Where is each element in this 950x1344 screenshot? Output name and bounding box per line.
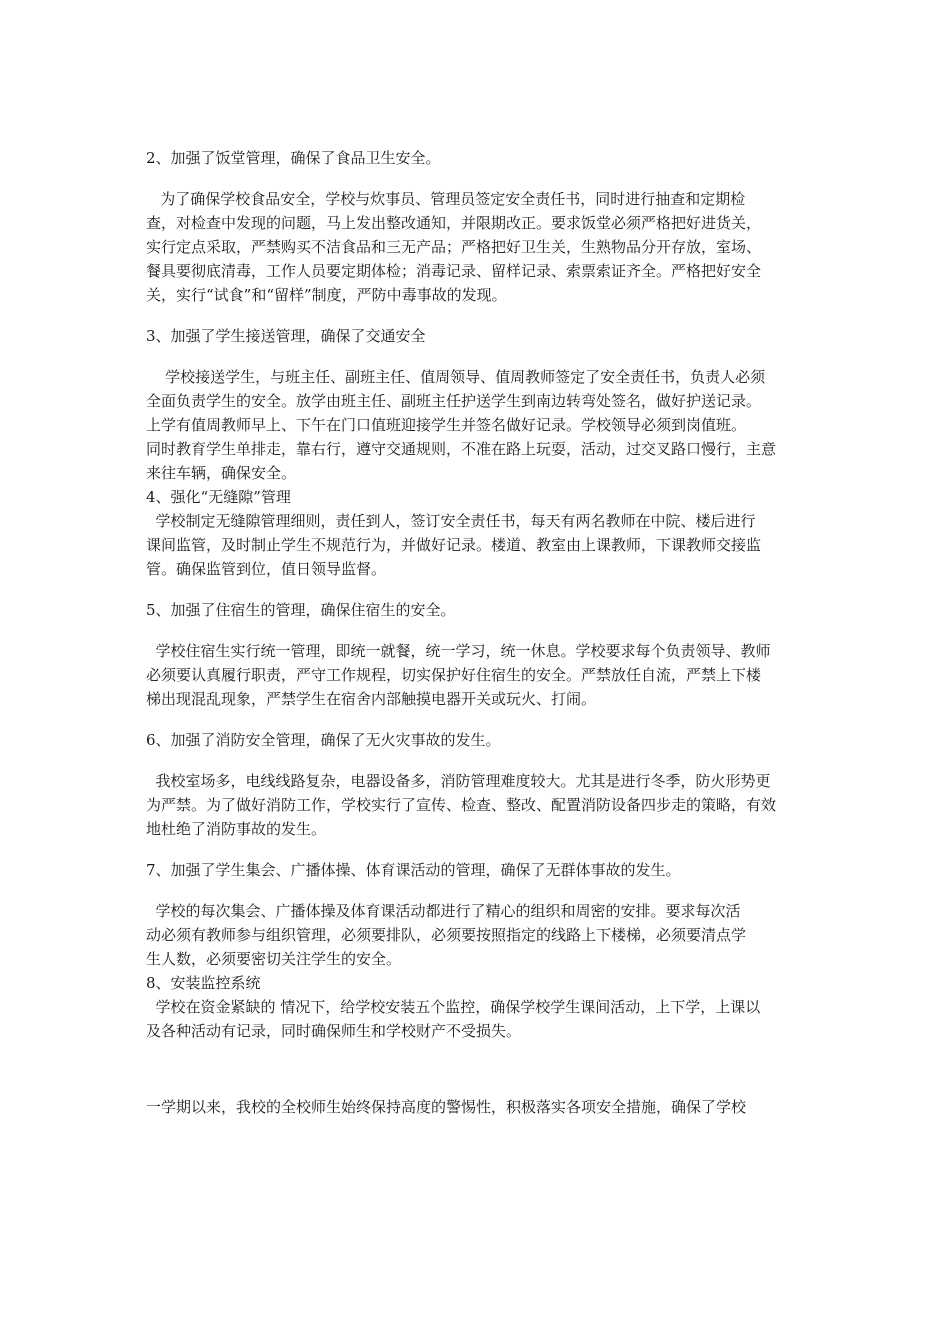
section-paragraph [146,509,810,581]
paragraph-line: 及各种活动有记录，同时确保师生和学校财产不受损失。 [146,1022,522,1040]
paragraph-line: 生人数，必须要密切关注学生的安全。 [146,950,402,968]
paragraph-line: 梯出现混乱现象，严禁学生在宿舍内部触摸电器开关或玩火、打闹。 [146,690,597,708]
paragraph-line: 餐具要彻底清毒，工作人员要定期体检；消毒记录、留样记录、索票索证齐全。严格把好安全 [146,262,762,280]
paragraph-line: 我校室场多，电线线路复杂，电器设备多，消防管理难度较大。尤其是进行冬季，防火形势更 [146,772,771,790]
paragraph-line: 学校住宿生实行统一管理，即统一就餐，统一学习，统一休息。学校要求每个负责领导、教师 [146,642,771,660]
section-heading: 8、安装监控系统 [146,974,261,992]
section-heading: 6、加强了消防安全管理，确保了无火灾事故的发生。 [146,731,501,749]
paragraph-line: 学校的每次集会、广播体操及体育课活动都进行了精心的组织和周密的安排。要求每次活 [146,902,741,920]
section-paragraph [146,769,810,841]
paragraph-line: 实行定点采取，严禁购买不洁食品和三无产品；严格把好卫生关，生熟物品分开存放，室场、 [146,238,762,256]
section-paragraph [146,365,810,485]
paragraph-line: 课间监管，及时制止学生不规范行为，并做好记录。楼道、教室由上课教师，下课教师交接监 [146,536,762,554]
paragraph-line: 学校制定无缝隙管理细则，责任到人，签订安全责任书，每天有两名教师在中院、楼后进行 [146,512,756,530]
paragraph-line: 动必须有教师参与组织管理，必须要排队，必须要按照指定的线路上下楼梯，必须要清点学 [146,926,747,944]
paragraph-line: 管。确保监管到位，值日领导监督。 [146,560,387,578]
closing-paragraph-line: 一学期以来，我校的全校师生始终保持高度的警惕性，积极落实各项安全措施，确保了学校 [146,1098,747,1116]
paragraph-line: 同时教育学生单排走，靠右行，遵守交通规则，不准在路上玩耍，活动，过交叉路口慢行，主意 [146,440,777,458]
paragraph-line: 必须要认真履行职责，严守工作规程，切实保护好住宿生的安全。严禁放任自流，严禁上下楼 [146,666,762,684]
section-paragraph [146,899,810,971]
paragraph-line: 为了确保学校食品安全，学校与炊事员、管理员签定安全责任书，同时进行抽查和定期检 [146,190,746,208]
paragraph-line: 学校接送学生，与班主任、副班主任、值周领导、值周教师签定了安全责任书，负责人必须 [146,368,766,386]
paragraph-line: 查，对检查中发现的问题，马上发出整改通知，并限期改正。要求饭堂必须严格把好进货关， [146,214,762,232]
paragraph-line: 地杜绝了消防事故的发生。 [146,820,327,838]
section-paragraph [146,995,810,1043]
paragraph-line: 上学有值周教师早上、下午在门口值班迎接学生并签名做好记录。学校领导必须到岗值班。 [146,416,747,434]
document-page [146,146,810,1119]
section-heading: 5、加强了住宿生的管理，确保住宿生的安全。 [146,601,456,619]
section-paragraph [146,187,810,307]
paragraph-line: 全面负责学生的安全。放学由班主任、副班主任护送学生到南边转弯处签名，做好护送记录。 [146,392,762,410]
section-paragraph [146,639,810,711]
paragraph-line: 来往车辆，确保安全。 [146,464,297,482]
section-heading: 4、强化“无缝隙”管理 [146,488,291,506]
section-heading: 3、加强了学生接送管理，确保了交通安全 [146,327,426,345]
section-heading: 7、加强了学生集会、广播体操、体育课活动的管理，确保了无群体事故的发生。 [146,861,681,879]
paragraph-line: 为严禁。为了做好消防工作，学校实行了宣传、检查、整改、配置消防设备四步走的策略，有效 [146,796,777,814]
paragraph-line: 学校在资金紧缺的 情况下，给学校安装五个监控，确保学校学生课间活动，上下学，上课以 [146,998,761,1016]
paragraph-line: 关，实行“试食”和“留样”制度，严防中毒事故的发现。 [146,286,507,304]
section-heading: 2、加强了饭堂管理，确保了食品卫生安全。 [146,149,441,167]
